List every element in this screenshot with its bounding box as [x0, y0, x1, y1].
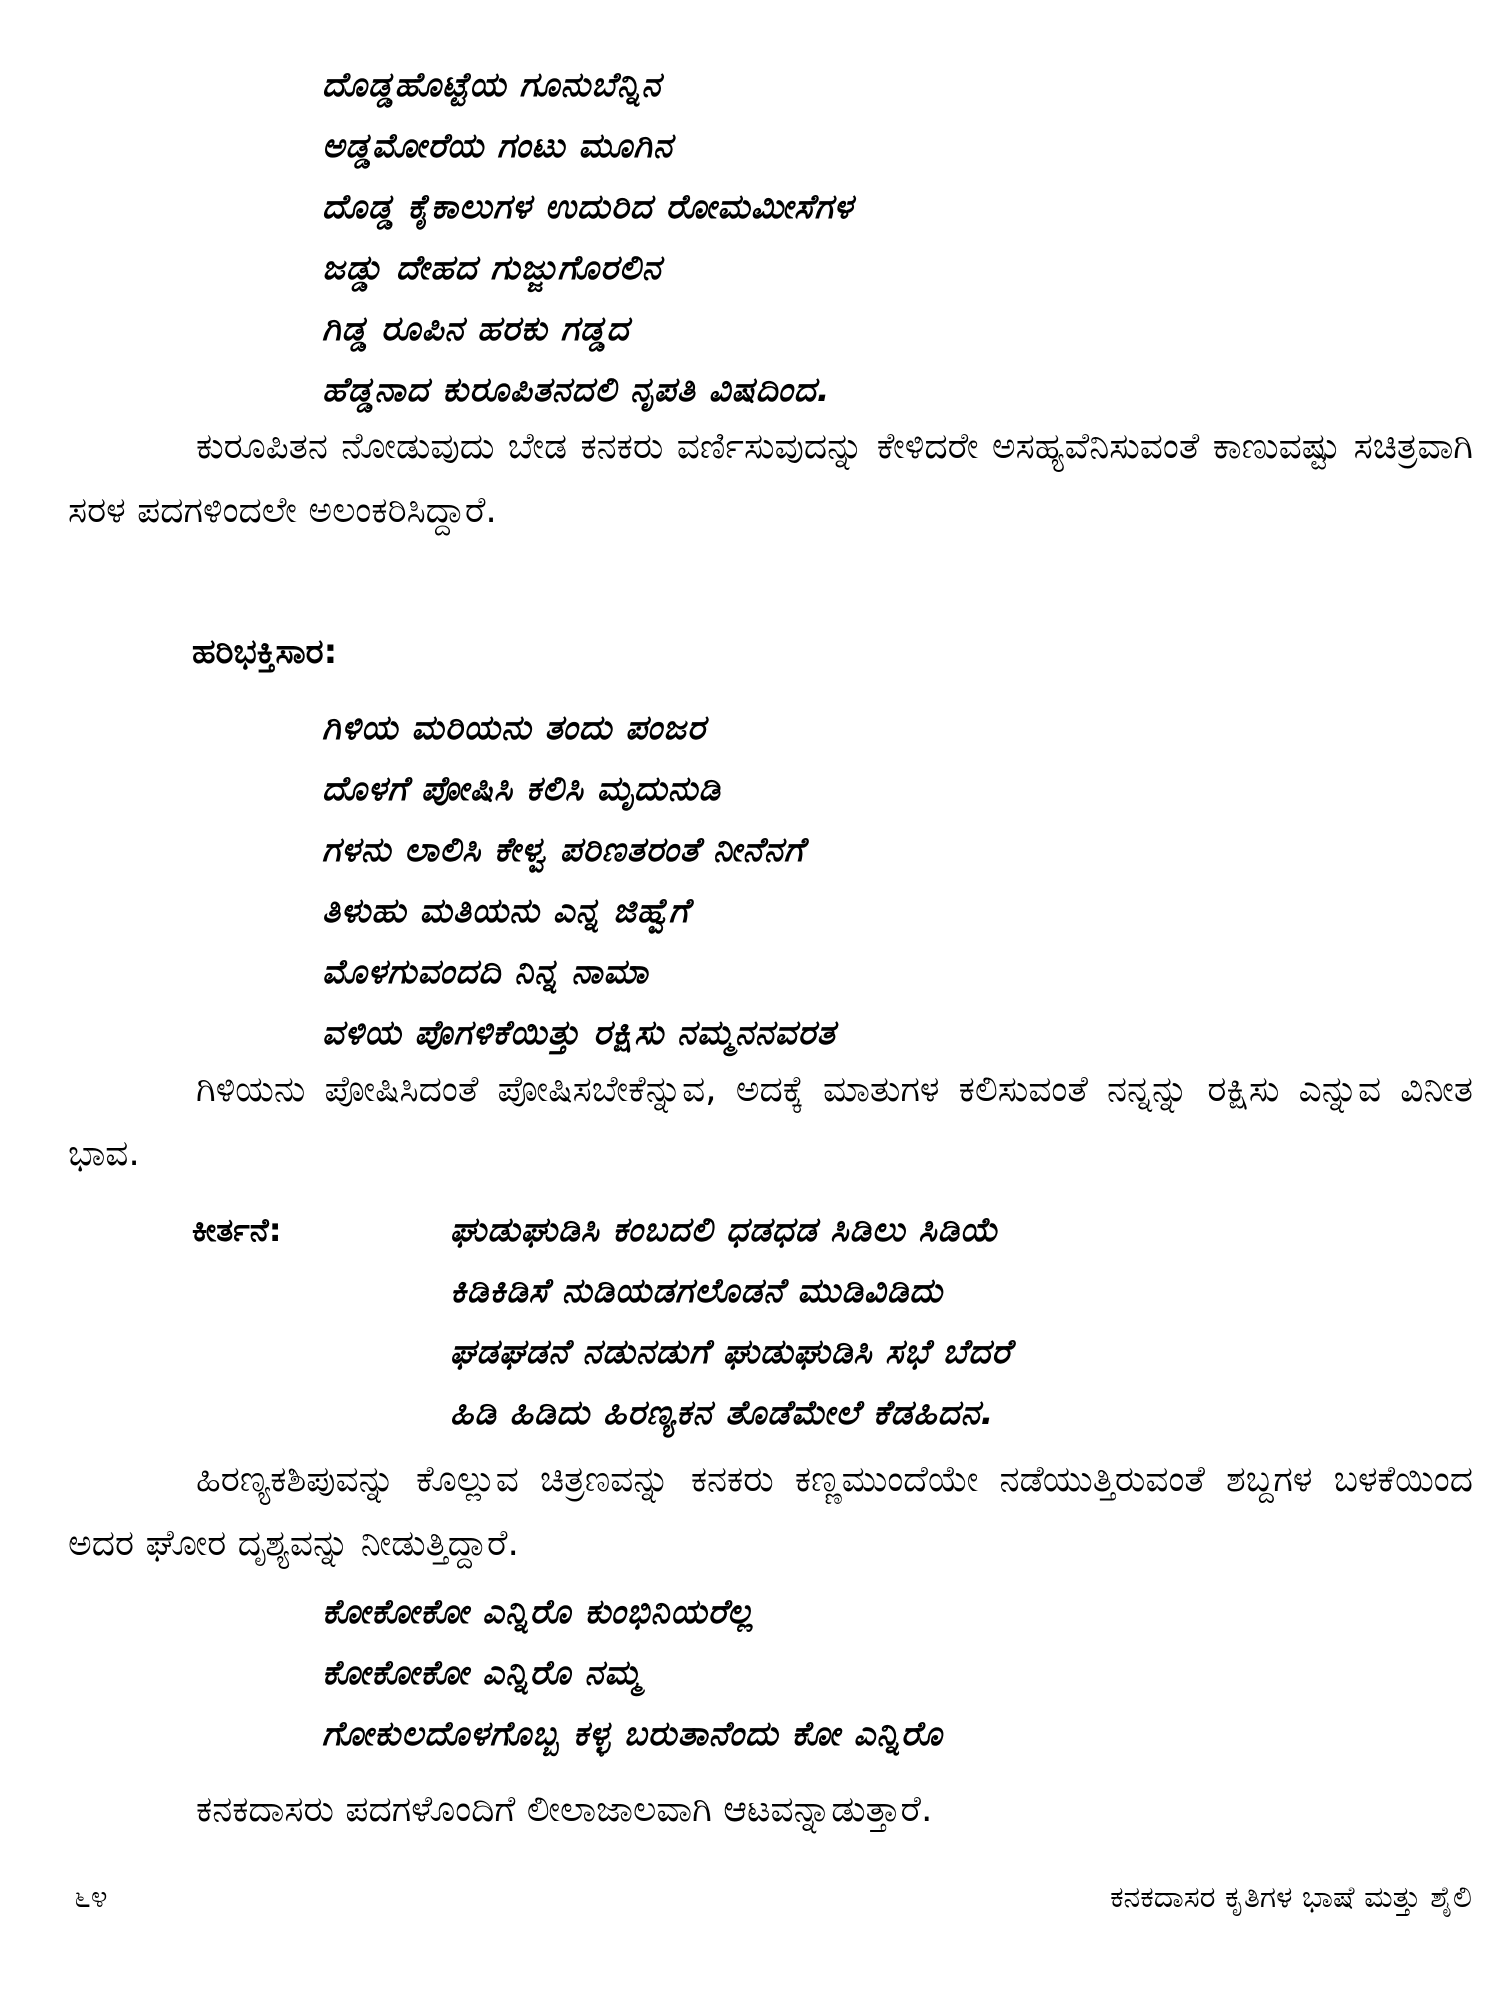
paragraph-text: ಹಿರಣ್ಯಕಶಿಪುವನ್ನು ಕೊಲ್ಲುವ ಚಿತ್ರಣವನ್ನು ಕನಕರು ಕಣ್ಣಮುಂದೆಯೇ ನಡೆಯುತ್ತಿರುವಂತೆ ಶಬ್ದಗಳ ಬಳಕೆಯಿಂದ ಅದರ ಘೋರ ದೃಶ್ಯವನ್ನು ನೀಡುತ್ತಿದ್ದಾರೆ. — [68, 1459, 1473, 1564]
paragraph-text: ಕುರೂಪಿತನ ನೋಡುವುದು ಬೇಡ ಕನಕರು ವರ್ಣಿಸುವುದನ್ನು ಕೇಳಿದರೇ ಅಸಹ್ಯವೆನಿಸುವಂತೆ ಕಾಣುವಷ್ಟು ಸಚಿತ್ರವಾಗಿ ಸರಳ ಪದಗಳಿಂದಲೇ ಅಲಂಕರಿಸಿದ್ದಾರೆ. — [68, 426, 1473, 531]
verse-line: ಗಿಡ್ಡ ರೂಪಿನ ಹರಕು ಗಡ್ಡದ — [322, 309, 630, 349]
paragraph-text: ಕನಕದಾಸರು ಪದಗಳೊಂದಿಗೆ ಲೀಲಾಜಾಲವಾಗಿ ಆಟವನ್ನಾಡುತ್ತಾರೆ. — [196, 1789, 933, 1830]
verse-line: ದೊಡ್ಡಹೊಟ್ಟೆಯ ಗೂನುಬೆನ್ನಿನ — [322, 65, 662, 105]
verse-line: ಕಿಡಿಕಿಡಿಸೆ ನುಡಿಯಡಗಲೊಡನೆ ಮುಡಿವಿಡಿದು — [450, 1271, 944, 1311]
verse-line: ಮೊಳಗುವಂದದಿ ನಿನ್ನ ನಾಮಾ — [322, 952, 649, 992]
verse-block-1 — [322, 55, 853, 421]
verse-line: ಗಿಳಿಯ ಮರಿಯನು ತಂದು ಪಂಜರ — [322, 708, 707, 748]
verse-line: ಘುಡುಘುಡಿಸಿ ಕಂಬದಲಿ ಧಡಧಡ ಸಿಡಿಲು ಸಿಡಿಯೆ — [450, 1210, 999, 1250]
verse-line: ವಳಿಯ ಪೊಗಳಿಕೆಯಿತ್ತು ರಕ್ಷಿಸು ನಮ್ಮನನವರತ — [322, 1013, 836, 1053]
kirtane-label: ಕೀರ್ತನೆ: — [192, 1211, 282, 1249]
paragraph-4 — [68, 1778, 1473, 1842]
verse-block-3 — [450, 1200, 1012, 1444]
verse-block-2 — [322, 698, 836, 1064]
paragraph-3 — [68, 1448, 1473, 1576]
running-footer-title: ಕನಕದಾಸರ ಕೃತಿಗಳ ಭಾಷೆ ಮತ್ತು ಶೈಲಿ — [1110, 1880, 1472, 1915]
verse-line: ದೊಳಗೆ ಪೋಷಿಸಿ ಕಲಿಸಿ ಮೃದುನುಡಿ — [322, 769, 721, 809]
page-number: ೬೪ — [74, 1880, 108, 1915]
verse-line: ದೊಡ್ಡ ಕೈಕಾಲುಗಳ ಉದುರಿದ ರೋಮಮೀಸೆಗಳ — [322, 187, 854, 227]
paragraph-1 — [68, 415, 1473, 543]
verse-line: ಘಡಘಡನೆ ನಡುನಡುಗೆ ಘುಡುಘುಡಿಸಿ ಸಭೆ ಬೆದರೆ — [450, 1332, 1012, 1372]
verse-line: ತಿಳುಹು ಮತಿಯನು ಎನ್ನ ಜಿಹ್ವೆಗೆ — [322, 891, 690, 931]
section-heading-haribhaktisara: ಹರಿಭಕ್ತಿಸಾರ: — [192, 632, 338, 672]
verse-line: ಕೋಕೋಕೋ ಎನ್ನಿರೊ ಕುಂಭಿನಿಯರೆಲ್ಲ — [322, 1592, 755, 1632]
verse-line: ಜಡ್ಡು ದೇಹದ ಗುಜ್ಜುಗೊರಲಿನ — [322, 248, 662, 288]
paragraph-text: ಗಿಳಿಯನು ಪೋಷಿಸಿದಂತೆ ಪೋಷಿಸಬೇಕೆನ್ನುವ, ಅದಕ್ಕೆ ಮಾತುಗಳ ಕಲಿಸುವಂತೆ ನನ್ನನ್ನು ರಕ್ಷಿಸು ಎನ್ನುವ ವಿನೀತ ಭಾವ. — [68, 1069, 1473, 1174]
verse-line: ಗೋಕುಲದೊಳಗೊಬ್ಬ ಕಳ್ಳ ಬರುತಾನೆಂದು ಕೋ ಎನ್ನಿರೊ — [322, 1714, 943, 1754]
verse-line: ಕೋಕೋಕೋ ಎನ್ನಿರೊ ನಮ್ಮ — [322, 1653, 643, 1693]
verse-block-4 — [322, 1582, 943, 1765]
paragraph-2 — [68, 1058, 1473, 1186]
verse-line: ಗಳನು ಲಾಲಿಸಿ ಕೇಳ್ವ ಪರಿಣತರಂತೆ ನೀನೆನಗೆ — [322, 830, 805, 870]
verse-line: ಹೆಡ್ಡನಾದ ಕುರೂಪಿತನದಲಿ ನೃಪತಿ ವಿಷದಿಂದ. — [322, 370, 831, 410]
verse-line: ಹಿಡಿ ಹಿಡಿದು ಹಿರಣ್ಯಕನ ತೊಡೆಮೇಲೆ ಕೆಡಹಿದನ. — [450, 1393, 995, 1433]
verse-line: ಅಡ್ಡಮೋರೆಯ ಗಂಟು ಮೂಗಿನ — [322, 126, 673, 166]
